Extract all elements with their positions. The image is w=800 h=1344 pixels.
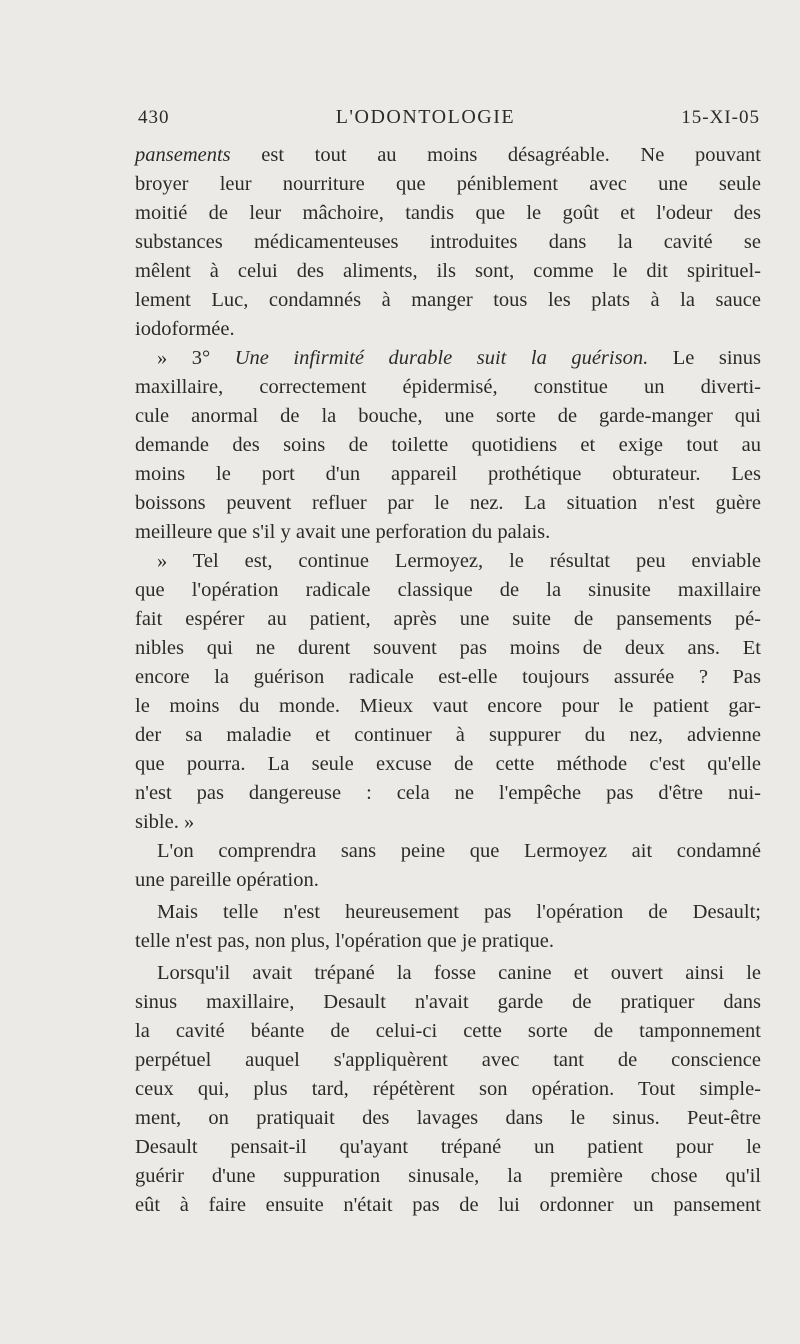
text-line bbox=[135, 344, 761, 373]
text-line bbox=[135, 1104, 761, 1133]
text-run: » 3° bbox=[157, 347, 235, 369]
text-line bbox=[135, 808, 761, 837]
text-run: telle n'est pas, non plus, l'opération que je pratique. bbox=[135, 930, 554, 952]
text-line bbox=[135, 779, 761, 808]
text-run: eût à faire ensuite n'était pas de lui ordonner un pansement bbox=[135, 1194, 761, 1216]
text-run: meilleure que s'il y avait une perforation du palais. bbox=[135, 521, 551, 543]
text-line bbox=[135, 402, 761, 431]
text-line bbox=[135, 199, 761, 228]
text-line bbox=[135, 898, 761, 927]
italic-run: Une infirmité durable suit la guérison. bbox=[234, 347, 649, 369]
text-line bbox=[135, 576, 761, 605]
page-number: 430 bbox=[138, 107, 170, 128]
text-run: cule anormal de la bouche, une sorte de garde-manger qui bbox=[135, 405, 761, 427]
text-run: demande des soins de toilette quotidiens et exige tout au bbox=[135, 434, 761, 456]
text-run: n'est pas dangereuse : cela ne l'empêche pas d'être nui- bbox=[135, 782, 761, 804]
text-line bbox=[135, 1046, 761, 1075]
text-line bbox=[135, 837, 761, 866]
text-line bbox=[135, 1133, 761, 1162]
text-run: que l'opération radicale classique de la sinusite maxillaire bbox=[135, 579, 761, 601]
running-title: L'ODONTOLOGIE bbox=[335, 106, 516, 128]
text-run: ceux qui, plus tard, répétèrent son opération. Tout simple- bbox=[135, 1078, 761, 1100]
text-line bbox=[135, 431, 761, 460]
text-run: Le sinus bbox=[648, 347, 761, 369]
text-run: Desault pensait-il qu'ayant trépané un patient pour le bbox=[135, 1136, 761, 1158]
text-line bbox=[135, 1075, 761, 1104]
text-line bbox=[135, 373, 761, 402]
text-line bbox=[135, 692, 761, 721]
running-header bbox=[138, 106, 760, 129]
text-run: Lorsqu'il avait trépané la fosse canine et ouvert ainsi le bbox=[157, 962, 761, 984]
text-run: nibles qui ne durent souvent pas moins de deux ans. Et bbox=[135, 637, 761, 659]
text-run: » Tel est, continue Lermoyez, le résultat peu enviable bbox=[157, 550, 761, 572]
text-run: fait espérer au patient, après une suite de pansements pé- bbox=[135, 608, 761, 630]
text-line bbox=[135, 315, 761, 344]
text-line bbox=[135, 663, 761, 692]
text-run: sible. » bbox=[135, 811, 195, 833]
text-line bbox=[135, 170, 761, 199]
text-line bbox=[135, 605, 761, 634]
issue-date: 15-XI-05 bbox=[681, 107, 760, 128]
text-run: que pourra. La seule excuse de cette méthode c'est qu'elle bbox=[135, 753, 761, 775]
text-line bbox=[135, 1162, 761, 1191]
text-run: ment, on pratiquait des lavages dans le sinus. Peut-être bbox=[135, 1107, 761, 1129]
text-run: guérir d'une suppuration sinusale, la première chose qu'il bbox=[135, 1165, 761, 1187]
text-line bbox=[135, 750, 761, 779]
text-line bbox=[135, 228, 761, 257]
text-run: perpétuel auquel s'appliquèrent avec tant de conscience bbox=[135, 1049, 761, 1071]
text-line bbox=[135, 141, 761, 170]
text-run: mêlent à celui des aliments, ils sont, comme le dit spirituel- bbox=[135, 260, 761, 282]
text-line bbox=[135, 1017, 761, 1046]
text-run: est tout au moins désagréable. Ne pouvant bbox=[230, 144, 761, 166]
italic-run: pansements bbox=[135, 144, 231, 166]
text-run: maxillaire, correctement épidermisé, constitue un diverti- bbox=[135, 376, 761, 398]
text-run: encore la guérison radicale est-elle toujours assurée ? Pas bbox=[135, 666, 761, 688]
text-run: iodoformée. bbox=[135, 318, 235, 340]
text-run: moitié de leur mâchoire, tandis que le goût et l'odeur des bbox=[135, 202, 761, 224]
text-run: sinus maxillaire, Desault n'avait garde de pratiquer dans bbox=[135, 991, 761, 1013]
text-run: moins le port d'un appareil prothétique obturateur. Les bbox=[135, 463, 761, 485]
text-line bbox=[135, 286, 761, 315]
text-run: Mais telle n'est heureusement pas l'opération de Desault; bbox=[157, 901, 761, 923]
text-line bbox=[135, 959, 761, 988]
text-run: lement Luc, condamnés à manger tous les plats à la sauce bbox=[135, 289, 761, 311]
text-run: broyer leur nourriture que péniblement avec une seule bbox=[135, 173, 761, 195]
text-line bbox=[135, 927, 761, 956]
body-text bbox=[135, 141, 761, 1220]
text-line bbox=[135, 257, 761, 286]
text-run: der sa maladie et continuer à suppurer du nez, advienne bbox=[135, 724, 761, 746]
text-line bbox=[135, 489, 761, 518]
text-line bbox=[135, 460, 761, 489]
text-line bbox=[135, 988, 761, 1017]
text-line bbox=[135, 518, 761, 547]
text-line bbox=[135, 721, 761, 750]
text-run: substances médicamenteuses introduites dans la cavité se bbox=[135, 231, 761, 253]
text-line bbox=[135, 866, 761, 895]
text-run: boissons peuvent refluer par le nez. La situation n'est guère bbox=[135, 492, 761, 514]
text-line bbox=[135, 547, 761, 576]
text-run: L'on comprendra sans peine que Lermoyez ait condamné bbox=[157, 840, 761, 862]
text-run: la cavité béante de celui-ci cette sorte de tamponnement bbox=[135, 1020, 761, 1042]
text-line bbox=[135, 634, 761, 663]
text-run: une pareille opération. bbox=[135, 869, 319, 891]
text-run: le moins du monde. Mieux vaut encore pour le patient gar- bbox=[135, 695, 761, 717]
text-line bbox=[135, 1191, 761, 1220]
